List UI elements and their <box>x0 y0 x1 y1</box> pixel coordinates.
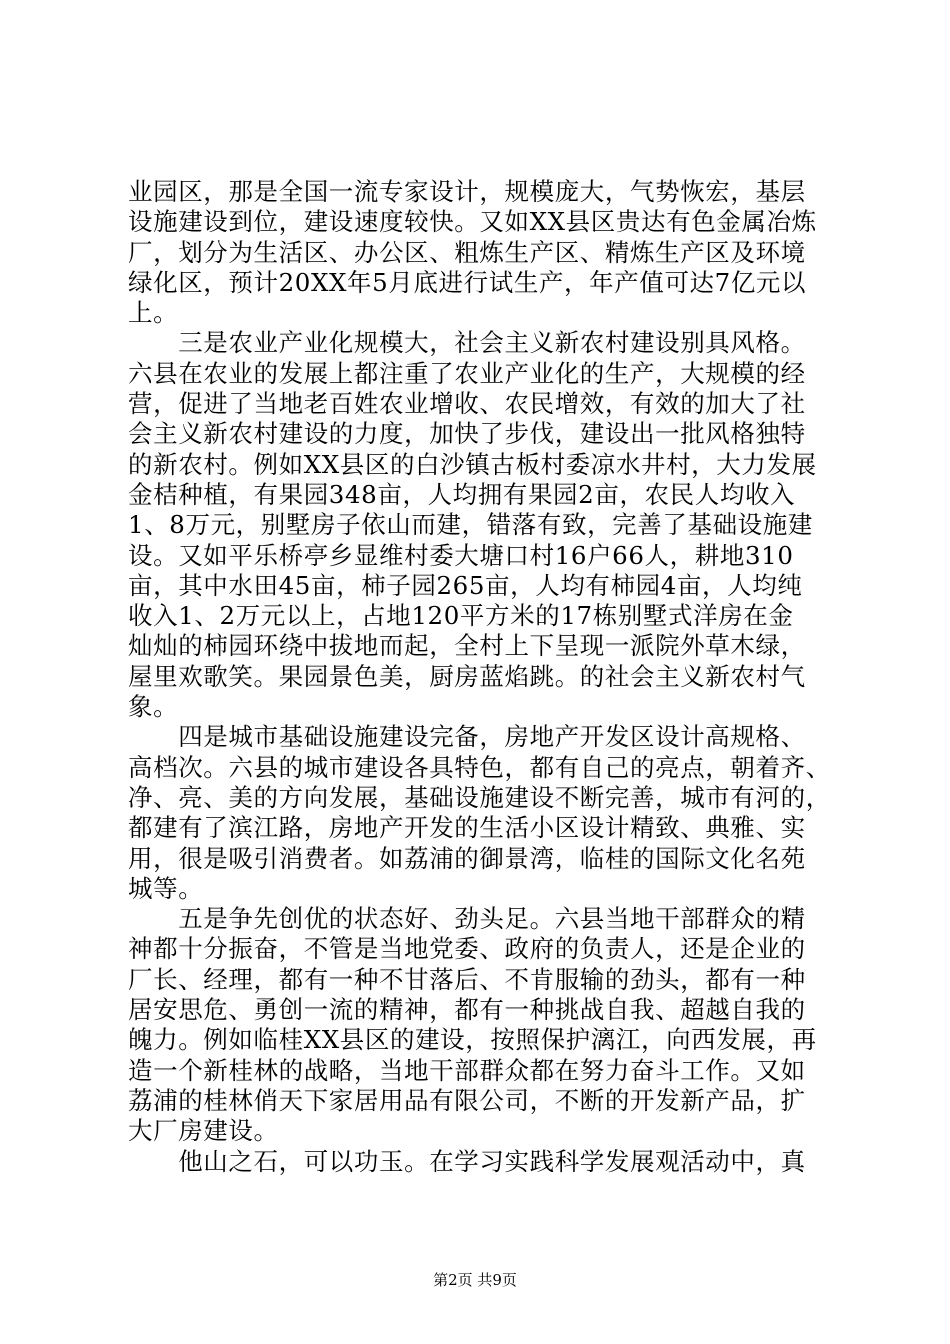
text-line: 四是城市基础设施建设完备，房地产开发区设计高规格、 <box>128 722 806 752</box>
text-line: 魄力。例如临桂XX县区的建设，按照保护漓江，向西发展，再 <box>128 1025 817 1055</box>
text-line: 业园区，那是全国一流专家设计，规模庞大，气势恢宏，基层 <box>128 177 806 206</box>
page-number: 第2页 共9页 <box>433 1271 517 1289</box>
text-line: 收入1、2万元以上，占地120平方米的17栋别墅式洋房在金 <box>128 601 794 631</box>
text-line: 象。 <box>128 692 179 722</box>
text-line: 他山之石，可以功玉。在学习实践科学发展观活动中，真 <box>128 1146 806 1176</box>
text-line: 城等。 <box>128 873 204 903</box>
text-line: 设施建设到位，建设速度较快。又如XX县区贵达有色金属冶炼 <box>128 207 817 237</box>
text-line: 灿灿的柿园环绕中拔地而起，全村上下呈现一派院外草木绿， <box>128 631 806 661</box>
text-line: 造一个新桂林的战略，当地干部群众都在努力奋斗工作。又如 <box>128 1055 806 1085</box>
text-line: 绿化区，预计20XX年5月底进行试生产，年产值可达7亿元以 <box>128 267 807 297</box>
text-line: 净、亮、美的方向发展，基础设施建设不断完善，城市有河的， <box>128 782 831 812</box>
text-line: 营，促进了当地老百姓农业增收、农民增效，有效的加大了社 <box>128 389 806 419</box>
text-line: 金桔种植，有果园348亩，人均拥有果园2亩，农民人均收入 <box>128 479 796 509</box>
text-line: 大厂房建设。 <box>128 1116 279 1146</box>
page-footer <box>0 1270 950 1290</box>
text-line: 三是农业产业化规模大，社会主义新农村建设别具风格。 <box>128 328 806 358</box>
text-line: 都建有了滨江路，房地产开发的生活小区设计精致、典雅、实 <box>128 813 806 843</box>
text-line: 厂长、经理，都有一种不甘落后、不肯服输的劲头，都有一种 <box>128 964 806 994</box>
text-line: 设。又如平乐桥亭乡显维村委大塘口村16户66人，耕地310 <box>128 540 794 570</box>
text-line: 上。 <box>128 298 179 328</box>
text-line: 神都十分振奋，不管是当地党委、政府的负责人，还是企业的 <box>128 934 806 964</box>
text-line: 五是争先创优的状态好、劲头足。六县当地干部群众的精 <box>128 904 806 934</box>
text-line: 亩，其中水田45亩，柿子园265亩，人均有柿园4亩，人均纯 <box>128 570 803 600</box>
text-line: 居安思危、勇创一流的精神，都有一种挑战自我、超越自我的 <box>128 995 806 1025</box>
text-line: 1、8万元，别墅房子依山而建，错落有致，完善了基础设施建 <box>128 510 813 540</box>
body-text <box>128 177 831 1177</box>
text-line: 用，很是吸引消费者。如荔浦的御景湾，临桂的国际文化名苑 <box>128 843 806 873</box>
text-line: 高档次。六县的城市建设各具特色，都有自己的亮点，朝着齐、 <box>128 752 831 782</box>
text-line: 的新农村。例如XX县区的白沙镇古板村委凉水井村，大力发展 <box>128 449 817 479</box>
text-line: 会主义新农村建设的力度，加快了步伐，建设出一批风格独特 <box>128 419 806 449</box>
text-line: 厂，划分为生活区、办公区、粗炼生产区、精炼生产区及环境 <box>128 237 806 267</box>
text-line: 屋里欢歌笑。果园景色美，厨房蓝焰跳。的社会主义新农村气 <box>128 661 806 691</box>
text-line: 六县在农业的发展上都注重了农业产业化的生产，大规模的经 <box>128 358 806 388</box>
text-line: 荔浦的桂林俏天下家居用品有限公司，不断的开发新产品，扩 <box>128 1085 806 1115</box>
